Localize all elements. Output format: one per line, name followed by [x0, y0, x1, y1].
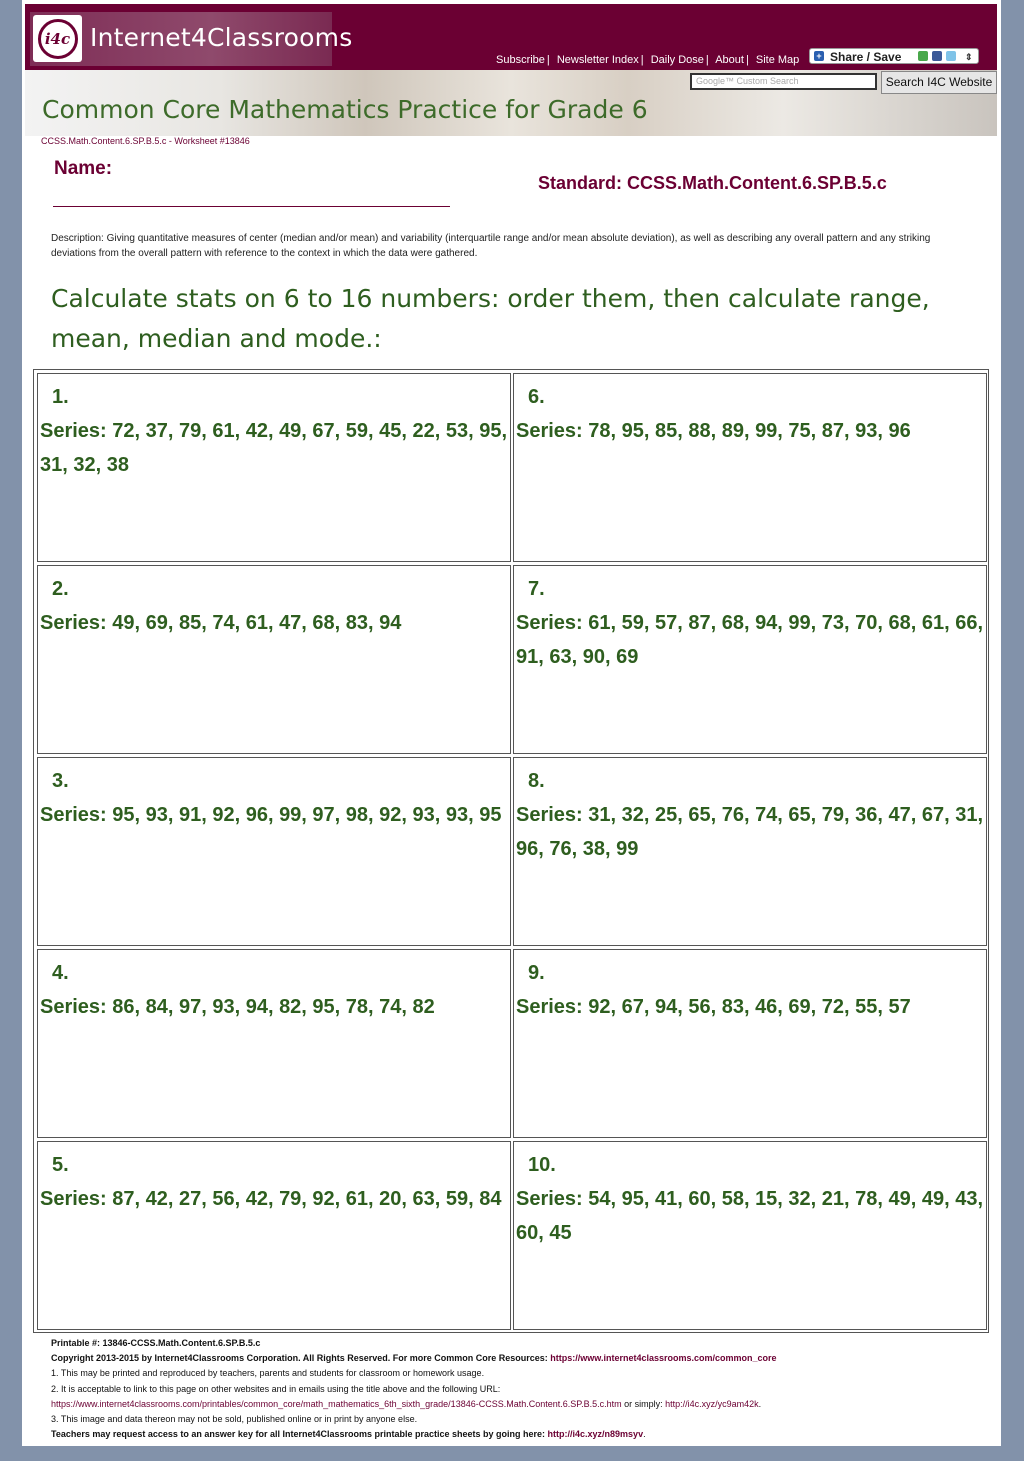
problem-cell: [37, 949, 511, 1138]
share-plus-icon: +: [814, 51, 824, 61]
standard-label: Standard: CCSS.Math.Content.6.SP.B.5.c: [538, 173, 887, 193]
problem-number: 4.: [52, 962, 69, 984]
site-logo[interactable]: [30, 12, 353, 66]
print-icon: [918, 51, 928, 61]
footer: Printable #: 13846-CCSS.Math.Content.6.SP.B.5.c Copyright 2013-2015 by Internet4Classrooms Corporation. All Rights Reserved. For more Common Core Resources: https://www.internet4classrooms.com/common_core 1. This may be printed and reproduced by teachers, parents and students for classroom or homework usage. 2. It is acceptable to link to this page on other websites and in emails using the title above and the following URL: https://www.internet4classrooms.com/printables/common_core/math_mathematics_6th_sixth_grade/13846-CCSS.Math.Content.6.SP.B.5.c.htm or simply: http://i4c.xyz/yc9am42k. 3. This image and data thereon may not be sold, published online or in print by anyone else. Teachers may request access to an answer key for all Internet4Classrooms printable practice sheets by going here: http://i4c.xyz/n89msyv.: [51, 1336, 986, 1442]
logo-mark-text: i4c: [44, 29, 71, 48]
problem-number: 1.: [52, 386, 69, 408]
nav-link-about[interactable]: About: [715, 54, 744, 66]
problem-series: Series: 54, 95, 41, 60, 58, 15, 32, 21, 78, 49, 49, 43, 60, 45: [516, 1188, 984, 1244]
search-button[interactable]: Search I4C Website: [881, 71, 997, 94]
copyright-text: Copyright 2013-2015 by Internet4Classrooms Corporation. All Rights Reserved. For more Common Core Resources:: [51, 1353, 551, 1364]
answer-key-link[interactable]: http://i4c.xyz/n89msyv: [547, 1429, 644, 1440]
logo-mark: [33, 15, 82, 62]
short-url-link[interactable]: http://i4c.xyz/yc9am42k: [665, 1398, 759, 1409]
problem-grid: [33, 369, 989, 1333]
problem-number: 3.: [52, 770, 69, 792]
nav-link-daily-dose[interactable]: Daily Dose: [650, 54, 704, 66]
problem-number: 5.: [52, 1154, 69, 1176]
top-nav: Subscribe | Newsletter Index | Daily Dose | About | Site Map: [496, 54, 800, 66]
problem-series: Series: 31, 32, 25, 65, 76, 74, 65, 79, 36, 47, 67, 31, 96, 76, 38, 99: [516, 804, 984, 860]
problem-cell: [37, 1141, 511, 1330]
problem-number: 6.: [528, 386, 545, 408]
share-save-label: Share / Save: [830, 50, 902, 64]
search-input[interactable]: Google™ Custom Search: [690, 73, 877, 90]
twitter-icon: [946, 51, 956, 61]
common-core-link[interactable]: https://www.internet4classrooms.com/common_core: [550, 1353, 777, 1364]
problem-cell: [37, 565, 511, 754]
problem-cell: [513, 1141, 987, 1330]
problem-number: 10.: [528, 1154, 556, 1176]
problem-number: 8.: [528, 770, 545, 792]
breadcrumb[interactable]: CCSS.Math.Content.6.SP.B.5.c - Worksheet #13846: [41, 136, 250, 146]
logo-text: Internet4Classrooms: [90, 23, 353, 52]
instructions: Calculate stats on 6 to 16 numbers: order them, then calculate range, mean, median and mode.:: [51, 284, 930, 353]
site-header: [25, 4, 997, 70]
problem-series: Series: 95, 93, 91, 92, 96, 99, 97, 98, 92, 93, 93, 95: [40, 804, 502, 826]
url-separator: or simply:: [621, 1398, 666, 1409]
nav-link-site-map[interactable]: Site Map: [755, 54, 800, 66]
problem-cell: [37, 373, 511, 562]
footer-note-2: 2. It is acceptable to link to this page on other websites and in emails using the title above and the following URL:: [51, 1383, 501, 1394]
problem-cell: [513, 949, 987, 1138]
problem-series: Series: 49, 69, 85, 74, 61, 47, 68, 83, 94: [40, 612, 402, 634]
description: Description: Giving quantitative measures of center (median and/or mean) and variability (interquartile range and/or mean absolute deviation), as well as describing any overall pattern and any striking deviations from the overall pattern with reference to the context in which the data were gathered.: [51, 233, 931, 259]
nav-link-newsletter-index[interactable]: Newsletter Index: [556, 54, 639, 66]
nav-link-subscribe[interactable]: Subscribe: [496, 54, 545, 66]
problem-number: 2.: [52, 578, 69, 600]
page-banner: [25, 70, 997, 136]
footer-note-3: 3. This image and data thereon may not be sold, published online or in print by anyone else.: [51, 1414, 418, 1425]
problem-series: Series: 86, 84, 97, 93, 94, 82, 95, 78, 74, 82: [40, 996, 435, 1018]
name-line: [53, 206, 450, 207]
answer-key-text: Teachers may request access to an answer key for all Internet4Classrooms printable practice sheets by going here:: [51, 1429, 548, 1440]
footer-note-1: 1. This may be printed and reproduced by teachers, parents and students for classroom or homework usage.: [51, 1368, 485, 1379]
problem-number: 7.: [528, 578, 545, 600]
share-save-button[interactable]: [809, 48, 979, 64]
problem-series: Series: 87, 42, 27, 56, 42, 79, 92, 61, 20, 63, 59, 84: [40, 1188, 502, 1210]
problem-cell: [513, 757, 987, 946]
chevron-updown-icon: ⇕: [965, 52, 973, 62]
problem-cell: [513, 565, 987, 754]
problem-series: Series: 92, 67, 94, 56, 83, 46, 69, 72, 55, 57: [516, 996, 911, 1018]
worksheet-page: [22, 0, 1001, 1446]
problem-number: 9.: [528, 962, 545, 984]
worksheet-url-link[interactable]: https://www.internet4classrooms.com/printables/common_core/math_mathematics_6th_sixth_grade/13846-CCSS.Math.Content.6.SP.B.5.c.htm: [51, 1398, 622, 1409]
name-label: Name:: [54, 158, 113, 179]
problem-series: Series: 72, 37, 79, 61, 42, 49, 67, 59, 45, 22, 53, 95, 31, 32, 38: [40, 420, 508, 476]
problem-series: Series: 61, 59, 57, 87, 68, 94, 99, 73, 70, 68, 61, 66, 91, 63, 90, 69: [516, 612, 984, 668]
problem-series: Series: 78, 95, 85, 88, 89, 99, 75, 87, 93, 96: [516, 420, 911, 442]
facebook-icon: [932, 51, 942, 61]
problem-cell: [37, 757, 511, 946]
printable-number: Printable #: 13846-CCSS.Math.Content.6.SP.B.5.c: [51, 1338, 261, 1348]
page-title: Common Core Mathematics Practice for Grade 6: [42, 95, 648, 124]
problem-cell: [513, 373, 987, 562]
